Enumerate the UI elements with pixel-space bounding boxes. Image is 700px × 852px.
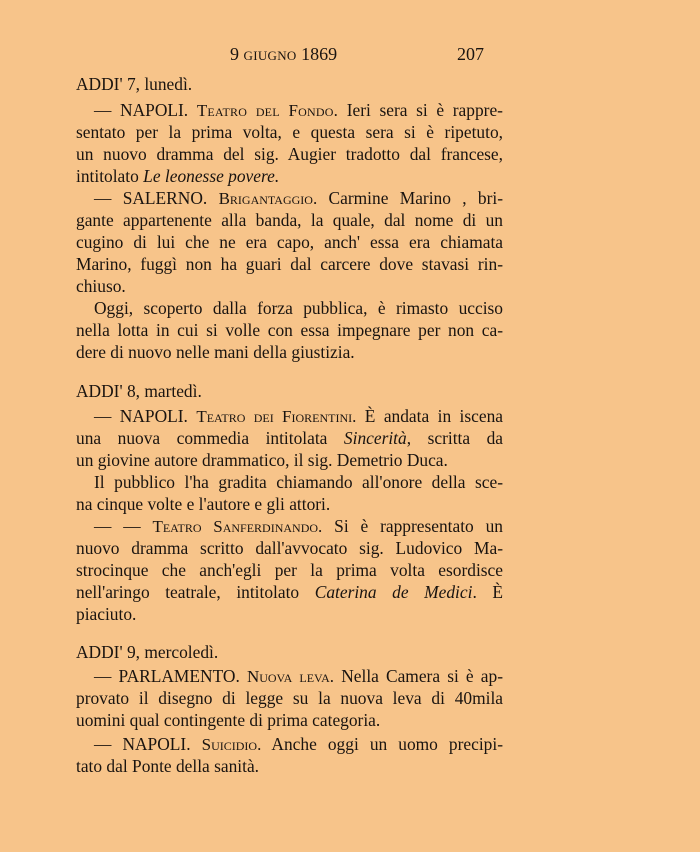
date-heading: ADDI' 7, lunedì. bbox=[76, 74, 193, 94]
work-title: Caterina de Medici bbox=[314, 582, 473, 602]
paragraph-line: Oggi, scoperto dalla forza pubblica, è rimasto ucciso bbox=[94, 298, 503, 318]
paragraph-line: gante appartenente alla banda, la quale, dal nome di un bbox=[76, 210, 503, 230]
text-run: Ieri sera si è rappre- bbox=[346, 100, 503, 120]
topic-label: Suicidio. bbox=[201, 735, 262, 754]
text-run: nell'aringo teatrale, intitolato bbox=[76, 582, 300, 602]
text-run: È andata in iscena bbox=[364, 406, 504, 426]
paragraph-line: Marino, fuggì non ha guari dal carcere dove stavasi rin- bbox=[76, 254, 503, 274]
page-number: 207 bbox=[457, 44, 484, 64]
running-header bbox=[0, 44, 700, 68]
place-name: — — bbox=[94, 516, 141, 536]
paragraph-line: nuovo dramma scritto dall'avvocato sig. Ludovico Ma- bbox=[76, 538, 503, 558]
paragraph-line: uomini qual contingente di prima categoria. bbox=[76, 710, 381, 730]
date-heading: ADDI' 8, martedì. bbox=[76, 381, 202, 401]
text-run: . È bbox=[472, 582, 503, 602]
paragraph-line bbox=[76, 427, 503, 449]
work-title: Sincerità bbox=[343, 428, 407, 448]
place-name: — NAPOLI. bbox=[94, 406, 188, 426]
paragraph-line bbox=[94, 665, 503, 688]
paragraph-line bbox=[94, 405, 503, 428]
paragraph-line: un nuovo dramma del sig. Augier tradotto dal francese, bbox=[76, 144, 503, 164]
header-year: 1869 bbox=[301, 44, 338, 64]
paragraph-line: Il pubblico l'ha gradita chiamando all'onore della sce- bbox=[94, 472, 503, 492]
place-name: — NAPOLI. bbox=[94, 100, 189, 120]
header-month: GIUGNO bbox=[243, 48, 297, 63]
topic-label: Teatro del Fondo. bbox=[196, 101, 339, 120]
paragraph-line: tato dal Ponte della sanità. bbox=[76, 756, 260, 776]
work-title: Le leonesse povere. bbox=[143, 166, 280, 186]
text-run: Si è rappresentato un bbox=[334, 516, 503, 536]
text-run: Anche oggi un uomo precipi- bbox=[271, 734, 503, 754]
paragraph-line: cugino di lui che ne era capo, anch' essa era chiamata bbox=[76, 232, 503, 252]
paragraph-line: chiuso. bbox=[76, 276, 126, 296]
topic-label: Nuova leva. bbox=[246, 667, 335, 686]
header-day: 9 bbox=[230, 44, 239, 64]
text-run: una nuova commedia intitolata bbox=[76, 428, 328, 448]
paragraph-line bbox=[94, 515, 503, 538]
place-name: — PARLAMENTO. bbox=[94, 666, 240, 686]
paragraph-line: piaciuto. bbox=[76, 604, 137, 624]
text-run: intitolato bbox=[76, 166, 139, 186]
paragraph-line: dere di nuovo nelle mani della giustizia. bbox=[76, 342, 355, 362]
header-date bbox=[230, 44, 337, 65]
paragraph-line bbox=[76, 581, 503, 603]
paragraph-line bbox=[76, 165, 503, 187]
date-heading: ADDI' 9, mercoledì. bbox=[76, 642, 219, 662]
text-run: Nella Camera si è ap- bbox=[341, 666, 503, 686]
topic-label: Brigantaggio. bbox=[218, 189, 318, 208]
place-name: — SALERNO. bbox=[94, 188, 208, 208]
topic-label: Teatro dei Fiorentini. bbox=[196, 407, 357, 426]
paragraph-line: un giovine autore drammatico, il sig. Demetrio Duca. bbox=[76, 450, 448, 470]
paragraph-line: nella lotta in cui si volle con essa impegnare per non ca- bbox=[76, 320, 503, 340]
paragraph-line: provato il disegno di legge su la nuova leva di 40mila bbox=[76, 688, 503, 708]
paragraph-line: sentato per la prima volta, e questa sera si è ripetuto, bbox=[76, 122, 503, 142]
paragraph-line: strocinque che anch'egli per la prima volta esordisce bbox=[76, 560, 503, 580]
paragraph-line bbox=[94, 187, 503, 210]
topic-label: Teatro Sanferdinando. bbox=[152, 517, 323, 536]
place-name: — NAPOLI. bbox=[94, 734, 191, 754]
text-run: , scritta da bbox=[406, 428, 503, 448]
paragraph-line bbox=[94, 99, 503, 122]
text-run: Carmine Marino , bri- bbox=[328, 188, 504, 208]
paragraph-line bbox=[94, 733, 503, 756]
paragraph-line: na cinque volte e l'autore e gli attori. bbox=[76, 494, 331, 514]
